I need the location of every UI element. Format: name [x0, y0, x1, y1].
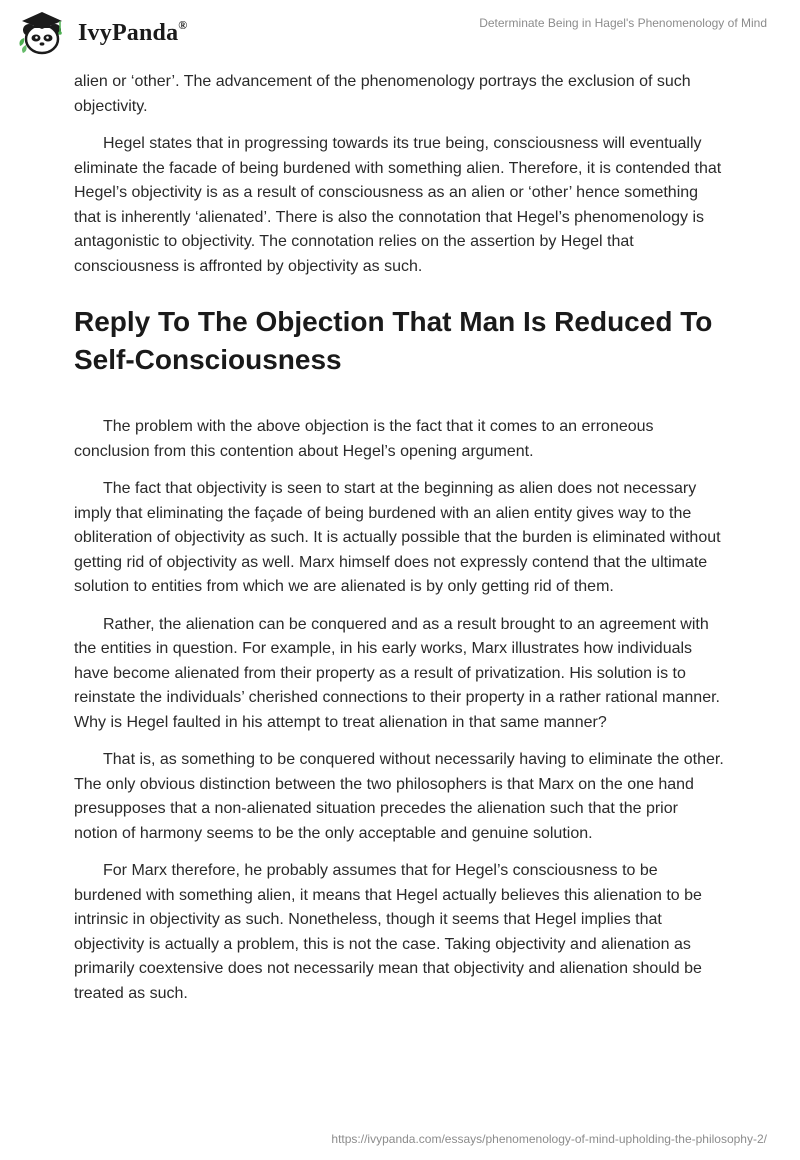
registered-mark: ® [178, 18, 188, 32]
document-title: Determinate Being in Hagel's Phenomenology of Mind [479, 16, 767, 30]
paragraph: Hegel states that in progressing towards its true being, consciousness will eventually eliminate the facade of being burdened with something alien. Therefore, it is contended that Hegel’s objectivity is as a result of consciousness as an alien or ‘other’ hence something that is inherently ‘alienated’. There is also the connotation that Hegel’s phenomenology is antagonistic to objectivity. The connotation relies on the assertion by Hegel that consciousness is affronted by objectivity as such. [74, 135, 722, 275]
essay-body [74, 70, 724, 1019]
brand-name[interactable] [78, 20, 187, 47]
paragraph: For Marx therefore, he probably assumes that for Hegel’s consciousness to be burdened with something alien, it means that Hegel actually believes this alienation to be intrinsic in objectivity as such. Nonetheless, though it seems that Hegel implies that objectivity is actually a problem, this is not the case. Taking objectivity and alienation as primarily coextensive does not necessarily mean that objectivity and alienation should be treated as such. [74, 862, 702, 1002]
ivypanda-logo-icon[interactable] [16, 10, 68, 56]
paragraph: The fact that objectivity is seen to start at the beginning as alien does not necessary imply that eliminating the façade of being burdened with an alien entity gives way to the obliteration of objectivity as such. It is actually possible that the burden is eliminated without getting rid of objectivity as well. Marx himself does not expressly contend that the ultimate solution to entities from which we are alienated is by only getting rid of them. [74, 480, 721, 595]
paragraph: alien or ‘other’. The advancement of the phenomenology portrays the exclusion of such objectivity. [74, 73, 691, 115]
brand-text: IvyPanda [78, 20, 179, 46]
source-url[interactable]: https://ivypanda.com/essays/phenomenology-of-mind-upholding-the-philosophy-2/ [331, 1132, 767, 1146]
paragraph: The problem with the above objection is the fact that it comes to an erroneous conclusion from this contention about Hegel’s opening argument. [74, 418, 654, 460]
paragraph: That is, as something to be conquered without necessarily having to eliminate the other. The only obvious distinction between the two philosophers is that Marx on the one hand presupposes that a non-alienated situation precedes the alienation such that the prior notion of harmony seems to be the only acceptable and genuine solution. [74, 751, 724, 842]
page-header [0, 0, 800, 66]
paragraph: Rather, the alienation can be conquered and as a result brought to an agreement with the entities in question. For example, in his early works, Marx illustrates how individuals have become alienated from their property as a result of privatization. His solution is to reinstate the individuals’ cherished connections to their property in a rather rational manner. Why is Hegel faulted in his attempt to treat alienation in that same manner? [74, 615, 720, 731]
section-heading: Reply To The Objection That Man Is Reduced To Self-Consciousness [74, 306, 713, 375]
